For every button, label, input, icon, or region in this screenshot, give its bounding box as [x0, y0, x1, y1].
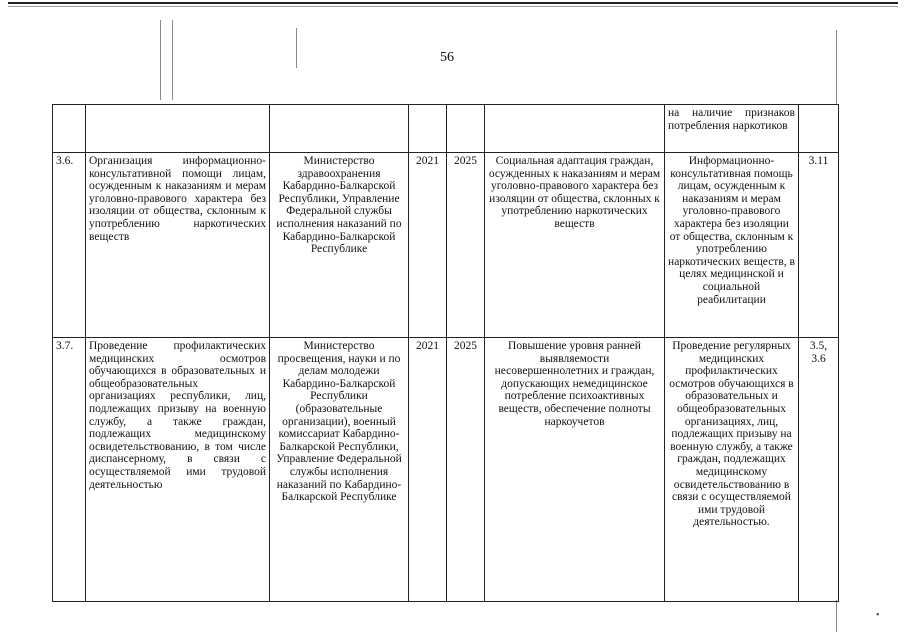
link-cell: 3.11	[799, 153, 839, 338]
activity-cell	[86, 105, 270, 153]
executor-cell: Министерство просвещения, науки и по делам молодежи Кабардино-Балкарской Республики (образовательные организации), военный комиссариат Кабардино-Балкарской Республики, Управление Федеральной службы исполнения наказаний по Кабардино-Балкарской Республике	[270, 338, 409, 602]
row-number	[53, 105, 86, 153]
measures-table	[52, 104, 839, 602]
table-row	[53, 338, 839, 602]
start-year-cell	[409, 105, 447, 153]
page-number: 56	[440, 50, 454, 65]
start-year-cell: 2021	[409, 338, 447, 602]
end-year-cell: 2025	[447, 153, 485, 338]
row-number: 3.6.	[53, 153, 86, 338]
top-rule-thin	[8, 6, 898, 7]
direction-cell: на наличие признаков потребления наркотиков	[665, 105, 799, 153]
row-number: 3.7.	[53, 338, 86, 602]
end-year-cell	[447, 105, 485, 153]
end-year-cell: 2025	[447, 338, 485, 602]
scan-artifact	[836, 30, 837, 105]
table-row	[53, 153, 839, 338]
link-cell: 3.5, 3.6	[799, 338, 839, 602]
start-year-cell: 2021	[409, 153, 447, 338]
top-rule	[8, 2, 898, 4]
direction-cell: Проведение регулярных медицинских профилактических осмотров обучающихся в образовательных и общеобразовательных организациях, лиц, подлежащих призыву на военную службу, а также граждан, подлежащих медицинскому освидетельствованию в связи с осуществляемой ими трудовой деятельностью.	[665, 338, 799, 602]
scan-artifact	[296, 28, 297, 68]
scan-artifact	[160, 20, 161, 100]
executor-cell: Министерство здравоохранения Кабардино-Балкарской Республики, Управление Федеральной службы исполнения наказаний по Кабардино-Балкарской Республике	[270, 153, 409, 338]
table-row	[53, 105, 839, 153]
direction-cell: Информационно-консультативная помощь лицам, осужденным к наказаниям и мерам уголовно-правового характера без изоляции от общества, склонным к употреблению наркотических веществ, в целях медицинской и социальной реабилитации	[665, 153, 799, 338]
link-cell	[799, 105, 839, 153]
scan-artifact	[172, 20, 173, 100]
result-cell: Повышение уровня ранней выявляемости несовершеннолетних и граждан, допускающих немедицинское потребление психоактивных веществ, обеспечение полноты наркоучетов	[485, 338, 665, 602]
executor-cell	[270, 105, 409, 153]
activity-cell: Организация информационно-консультативной помощи лицам, осужденным к наказаниям и мерам уголовно-правового характера без изоляции от общества, склонным к употреблению наркотических веществ	[86, 153, 270, 338]
scan-dot: •	[876, 610, 880, 621]
result-cell: Социальная адаптация граждан, осужденных к наказаниям и мерам уголовно-правового характера без изоляции от общества, склонных к употреблению наркотических веществ	[485, 153, 665, 338]
scan-artifact	[836, 600, 837, 632]
activity-cell: Проведение профилактических медицинских осмотров обучающихся в образовательных и общеобразовательных организациях республики, лиц, подлежащих призыву на военную службу, а также граждан, подлежащих медицинскому освидетельствованию, в том числе диспансерному, в связи с осуществляемой ими трудовой деятельностью	[86, 338, 270, 602]
result-cell	[485, 105, 665, 153]
